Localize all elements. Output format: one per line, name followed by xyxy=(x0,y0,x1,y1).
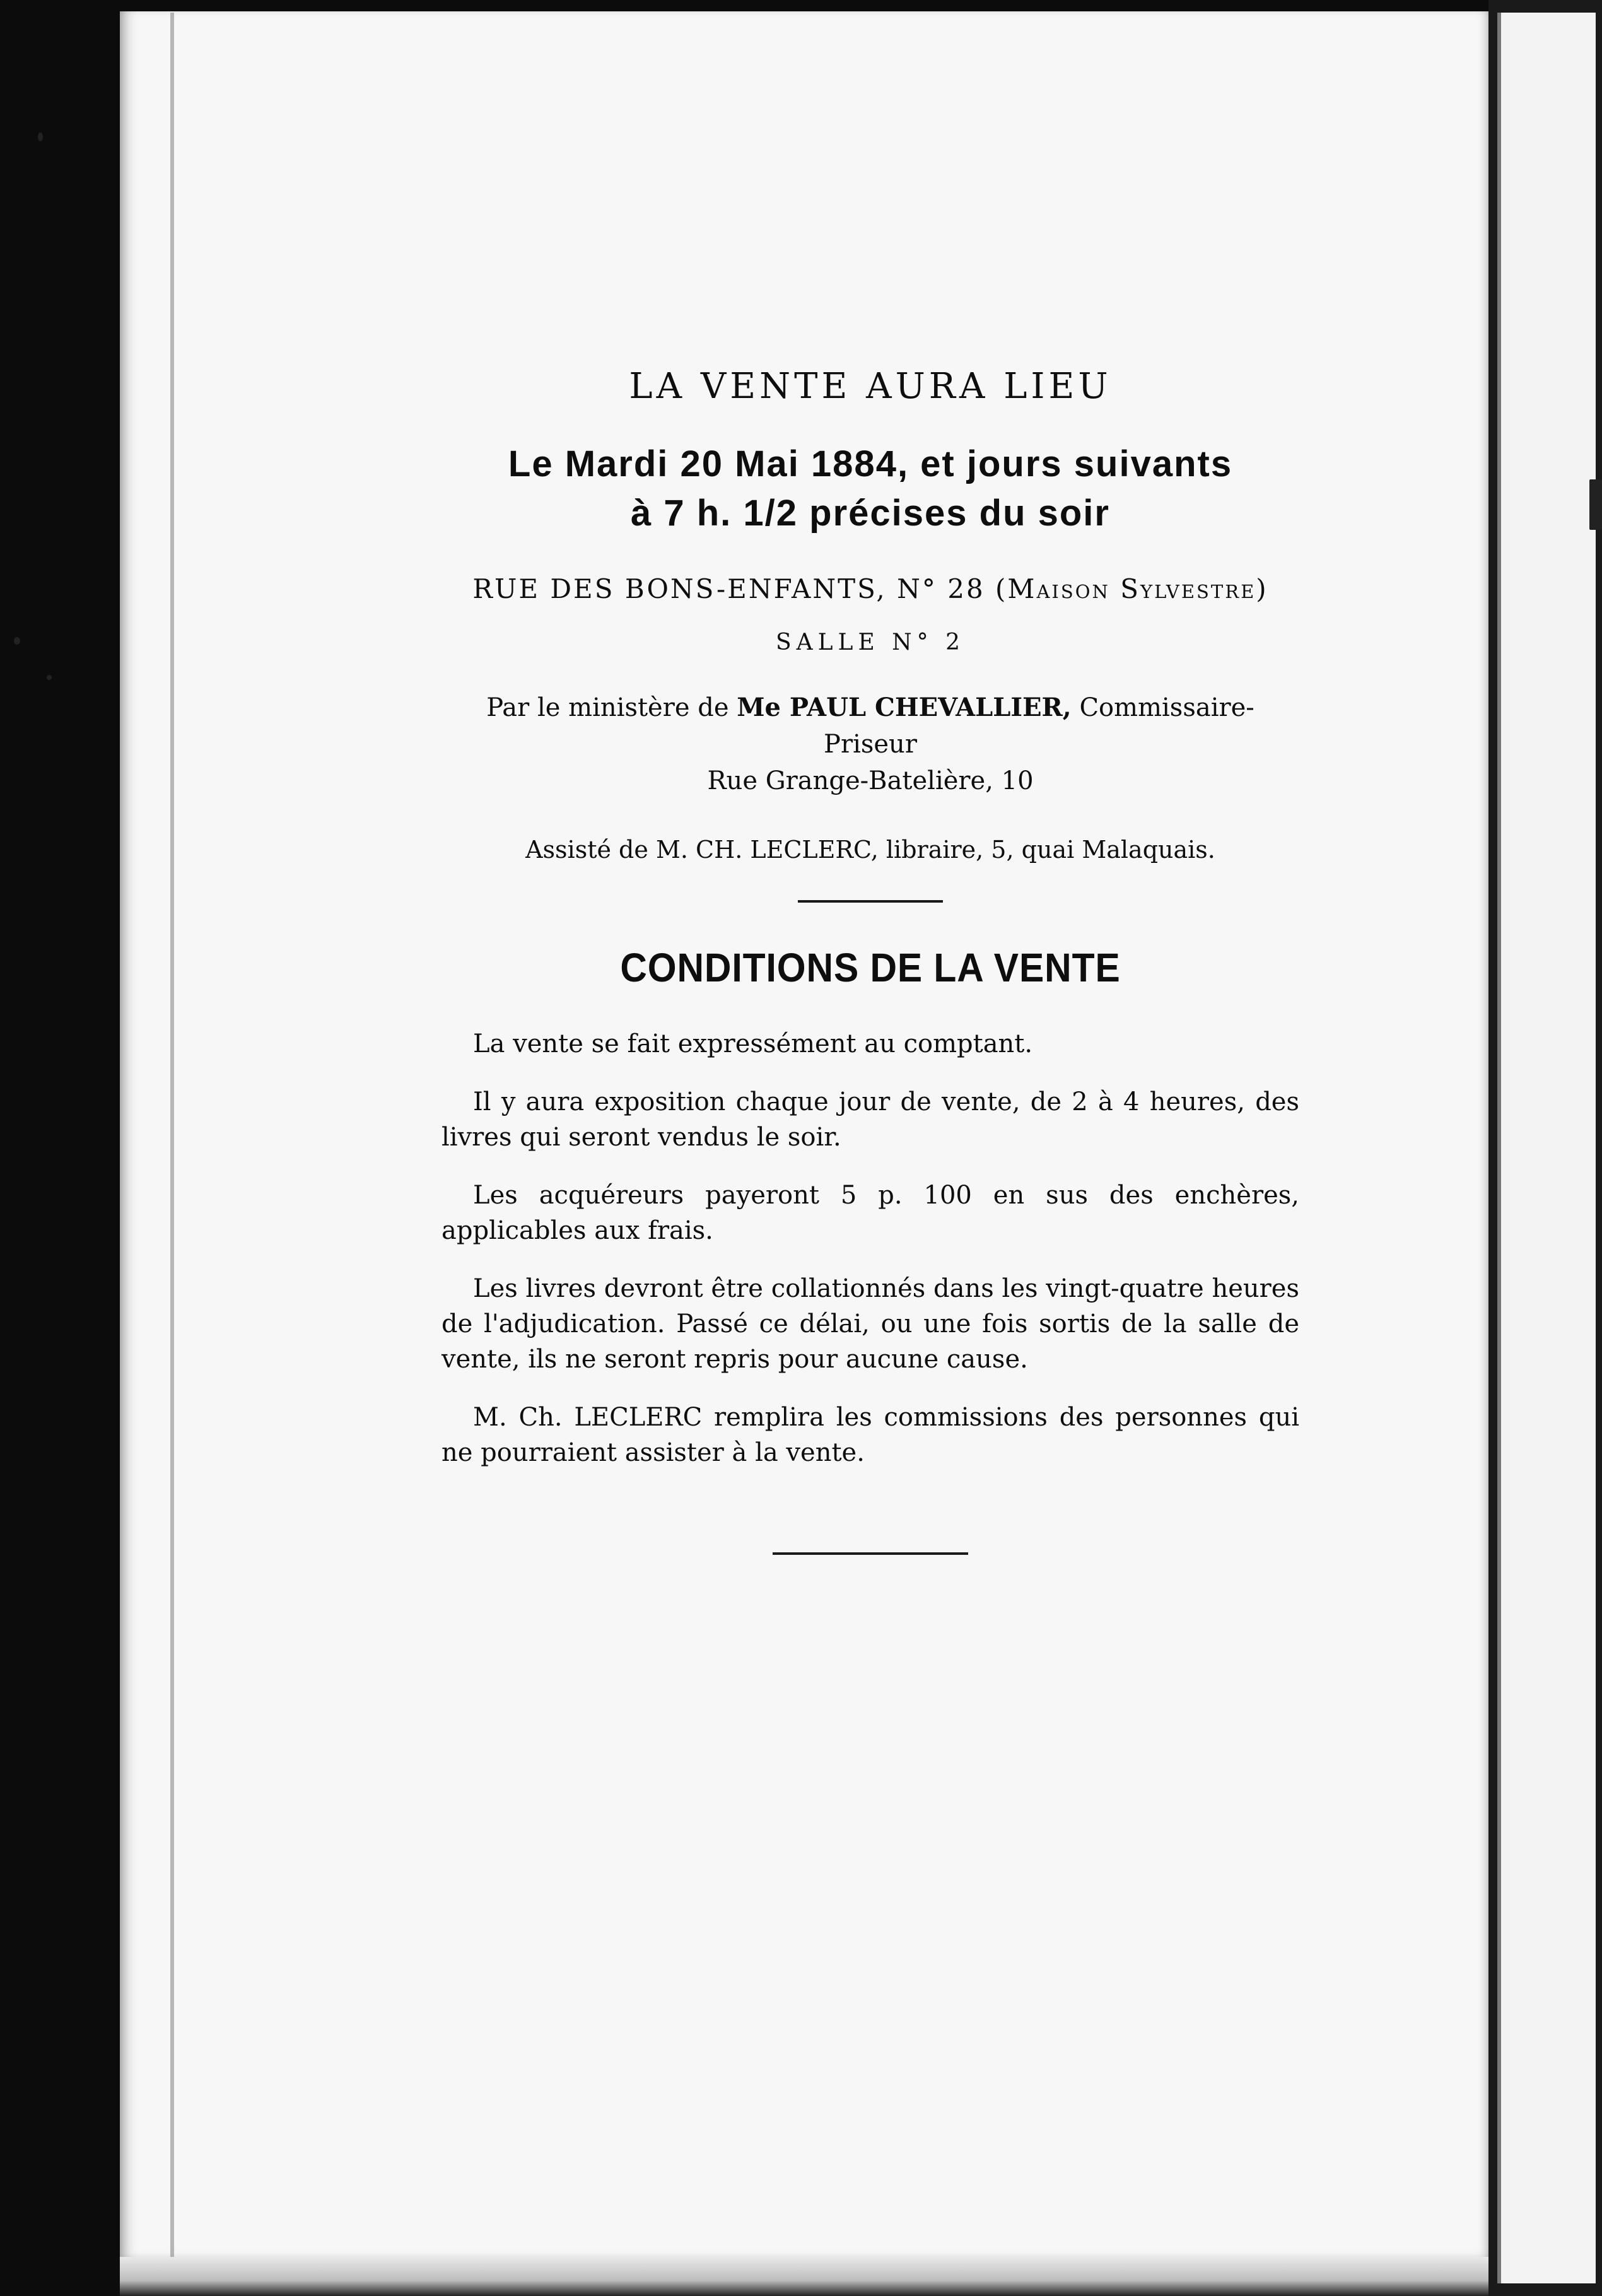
facing-page-edge xyxy=(1488,0,1602,2296)
condition-paragraph: Les livres devront être collationnés dans les vingt-quatre heures de l'adjudication. Passé ce délai, ou une fois sortis de la salle de vente, ils ne seront repris pour aucune cause. xyxy=(441,1274,1299,1374)
condition-paragraph: Les acquéreurs payeront 5 p. 100 en sus des enchères, applicables aux frais. xyxy=(441,1181,1299,1245)
scan-speck xyxy=(14,637,20,645)
auctioneer-title: Commissaire-Priseur xyxy=(824,693,1254,759)
address-house: (Maison Sylvestre) xyxy=(995,573,1268,604)
auctioneer-block xyxy=(441,689,1299,799)
condition-paragraph: La vente se fait expressément au comptant. xyxy=(473,1029,1033,1058)
scan-speck xyxy=(47,675,52,680)
scan-speck xyxy=(38,132,43,141)
condition-paragraph: M. Ch. LECLERC remplira les commissions des personnes qui ne pourraient assister à la vente. xyxy=(441,1403,1299,1467)
condition-paragraph: Il y aura exposition chaque jour de vente, de 2 à 4 heures, des livres qui seront vendus le soir. xyxy=(441,1087,1299,1152)
auctioneer-name: Me PAUL CHEVALLIER, xyxy=(737,693,1072,722)
auctioneer-address: Rue Grange-Batelière, 10 xyxy=(707,766,1034,795)
sale-room: SALLE N° 2 xyxy=(775,630,966,655)
section-divider xyxy=(798,900,943,903)
conditions-title: CONDITIONS DE LA VENTE xyxy=(620,945,1121,990)
sale-address xyxy=(441,573,1299,604)
facing-page-mark xyxy=(1589,479,1602,530)
closing-divider xyxy=(773,1552,968,1555)
ministry-prefix: Par le ministère de xyxy=(486,693,729,722)
sale-time: à 7 h. 1/2 précises du soir xyxy=(631,493,1110,534)
facing-page-sliver xyxy=(1497,13,1596,2283)
announcement-content xyxy=(441,366,1299,1555)
sale-date: Le Mardi 20 Mai 1884, et jours suivants xyxy=(508,443,1233,484)
sale-heading: LA VENTE AURA LIEU xyxy=(629,366,1112,407)
address-main: RUE DES BONS-ENFANTS, N° 28 xyxy=(472,573,985,604)
page-left-edge xyxy=(170,13,174,2258)
assisted-by: Assisté de M. CH. LECLERC, libraire, 5, quai Malaquais. xyxy=(525,836,1215,864)
page-bottom-edge xyxy=(120,2257,1488,2296)
